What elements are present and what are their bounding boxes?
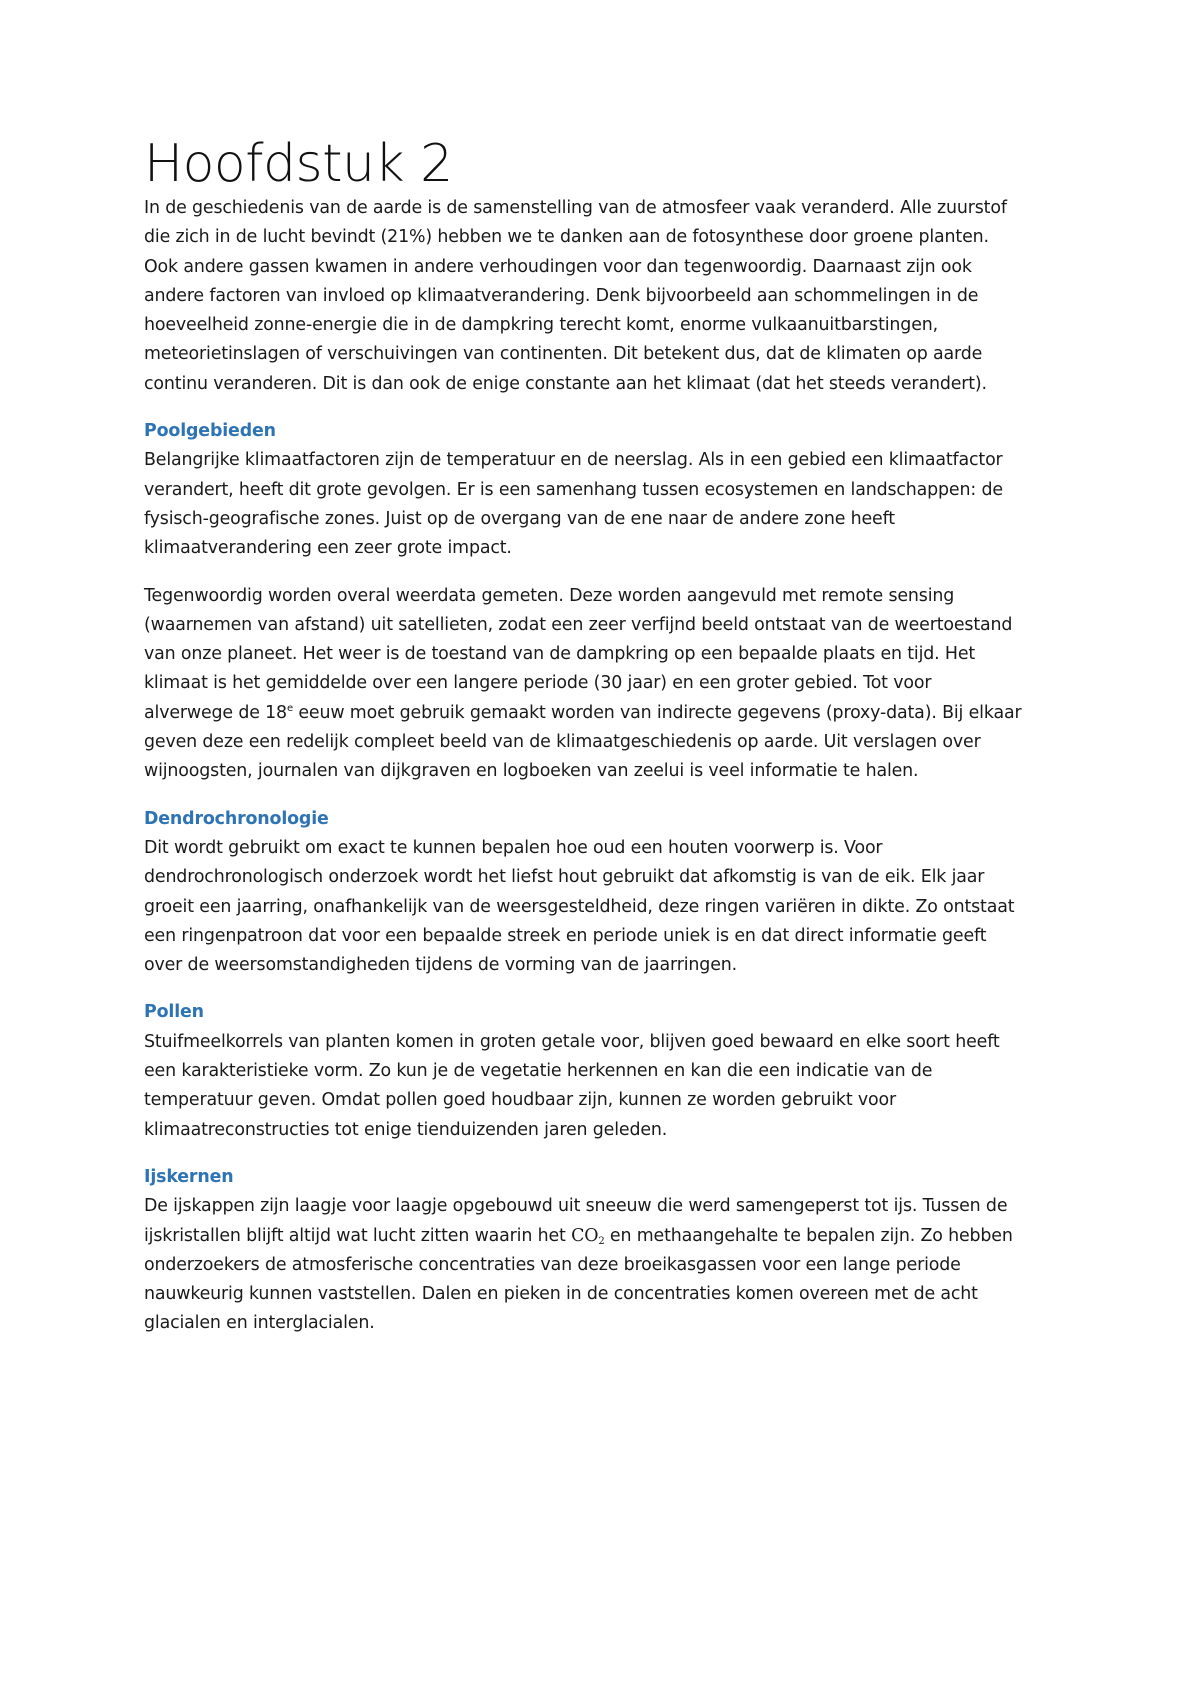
text-fragment: ijskristallen blijft altijd wat lucht zitten waarin het — [144, 1225, 572, 1246]
subscript: 2 — [598, 1235, 605, 1247]
text-line: continu veranderen. Dit is dan ook de enige constante aan het klimaat (dat het steeds verandert). — [144, 373, 987, 394]
text-line: fysisch-geografische zones. Juist op de overgang van de ene naar de andere zone heeft — [144, 508, 895, 529]
text-line: geven deze een redelijk compleet beeld van de klimaatgeschiedenis op aarde. Uit verslagen over — [144, 732, 981, 753]
text-line: dendrochronologisch onderzoek wordt het liefst hout gebruikt dat afkomstig is van de eik. Elk jaar — [144, 867, 985, 888]
section-pollen — [144, 998, 1064, 1144]
text-line: Belangrijke klimaatfactoren zijn de temperatuur en de neerslag. Als in een gebied een klimaatfactor — [144, 450, 1003, 471]
text-line: over de weersomstandigheden tijdens de vorming van de jaarringen. — [144, 955, 737, 976]
section-heading-pollen: Pollen — [144, 1002, 204, 1023]
text-fragment: eeuw moet gebruik gemaakt worden van indirecte gegevens (proxy-data). Bij elkaar — [292, 702, 1022, 723]
dendrochronologie-paragraph — [144, 834, 1064, 980]
text-line — [144, 1222, 1064, 1251]
text-line: De ijskappen zijn laagje voor laagje opgebouwd uit sneeuw die werd samengeperst tot ijs. Tussen de — [144, 1196, 1008, 1217]
text-line: verandert, heeft dit grote gevolgen. Er is een samenhang tussen ecosystemen en landschappen: de — [144, 479, 1003, 500]
text-line: nauwkeurig kunnen vaststellen. Dalen en pieken in de concentraties komen overeen met de acht — [144, 1284, 978, 1305]
text-line: klimaatreconstructies tot enige tienduizenden jaren geleden. — [144, 1119, 668, 1140]
text-line: klimaatverandering een zeer grote impact. — [144, 538, 512, 559]
text-line: groeit een jaarring, onafhankelijk van de weersgesteldheid, deze ringen variëren in dikte. Zo ontstaat — [144, 896, 1015, 917]
section-dendrochronologie — [144, 805, 1064, 981]
text-line: Tegenwoordig worden overal weerdata gemeten. Deze worden aangevuld met remote sensing — [144, 585, 955, 606]
text-line: van onze planeet. Het weer is de toestand van de dampkring op een bepaalde plaats en tijd. Het — [144, 644, 976, 665]
intro-paragraph — [144, 194, 1064, 399]
poolgebieden-paragraph-1 — [144, 446, 1064, 563]
poolgebieden-paragraph-2 — [144, 582, 1064, 787]
section-heading-poolgebieden: Poolgebieden — [144, 421, 276, 442]
section-heading-ijskernen: Ijskernen — [144, 1166, 234, 1187]
section-heading-dendrochronologie: Dendrochronologie — [144, 808, 329, 829]
page-title: Hoofdstuk 2 — [144, 134, 453, 194]
text-line: glacialen en interglacialen. — [144, 1313, 375, 1334]
text-line: meteorietinslagen of verschuivingen van continenten. Dit betekent dus, dat de klimaten op aarde — [144, 344, 983, 365]
superscript: e — [286, 702, 293, 714]
chemical-formula: CO — [571, 1225, 599, 1246]
section-poolgebieden — [144, 417, 1064, 787]
text-line: een karakteristieke vorm. Zo kun je de vegetatie herkennen en kan die een indicatie van de — [144, 1061, 933, 1082]
text-line: (waarnemen van afstand) uit satellieten, zodat een zeer verfijnd beeld ontstaat van de weertoestand — [144, 614, 1013, 635]
text-line: klimaat is het gemiddelde over een langere periode (30 jaar) en een groter gebied. Tot voor — [144, 673, 932, 694]
ijskernen-paragraph — [144, 1192, 1064, 1338]
text-line: Stuifmeelkorrels van planten komen in groten getale voor, blijven goed bewaard en elke soort heeft — [144, 1031, 1000, 1052]
text-fragment: alverwege de 18 — [144, 702, 287, 723]
text-line: temperatuur geven. Omdat pollen goed houdbaar zijn, kunnen ze worden gebruikt voor — [144, 1090, 897, 1111]
pollen-paragraph — [144, 1028, 1064, 1145]
text-line: wijnoogsten, journalen van dijkgraven en logboeken van zeelui is veel informatie te halen. — [144, 761, 919, 782]
section-ijskernen — [144, 1163, 1064, 1339]
text-fragment: en methaangehalte te bepalen zijn. Zo hebben — [604, 1225, 1013, 1246]
document-body — [144, 134, 1064, 1357]
text-line: die zich in de lucht bevindt (21%) hebben we te danken aan de fotosynthese door groene planten. — [144, 227, 989, 248]
text-line: andere factoren van invloed op klimaatverandering. Denk bijvoorbeeld aan schommelingen in de — [144, 285, 979, 306]
text-line: hoeveelheid zonne-energie die in de dampkring terecht komt, enorme vulkaanuitbarstingen, — [144, 315, 938, 336]
text-line: Dit wordt gebruikt om exact te kunnen bepalen hoe oud een houten voorwerp is. Voor — [144, 837, 883, 858]
text-line — [144, 699, 1064, 728]
text-line: onderzoekers de atmosferische concentraties van deze broeikasgassen voor een lange periode — [144, 1254, 961, 1275]
text-line: In de geschiedenis van de aarde is de samenstelling van de atmosfeer vaak veranderd. Alle zuurstof — [144, 198, 1007, 218]
text-line: een ringenpatroon dat voor een bepaalde streek en periode uniek is en dat direct informatie geeft — [144, 925, 987, 946]
text-line: Ook andere gassen kwamen in andere verhoudingen voor dan tegenwoordig. Daarnaast zijn ook — [144, 256, 972, 277]
